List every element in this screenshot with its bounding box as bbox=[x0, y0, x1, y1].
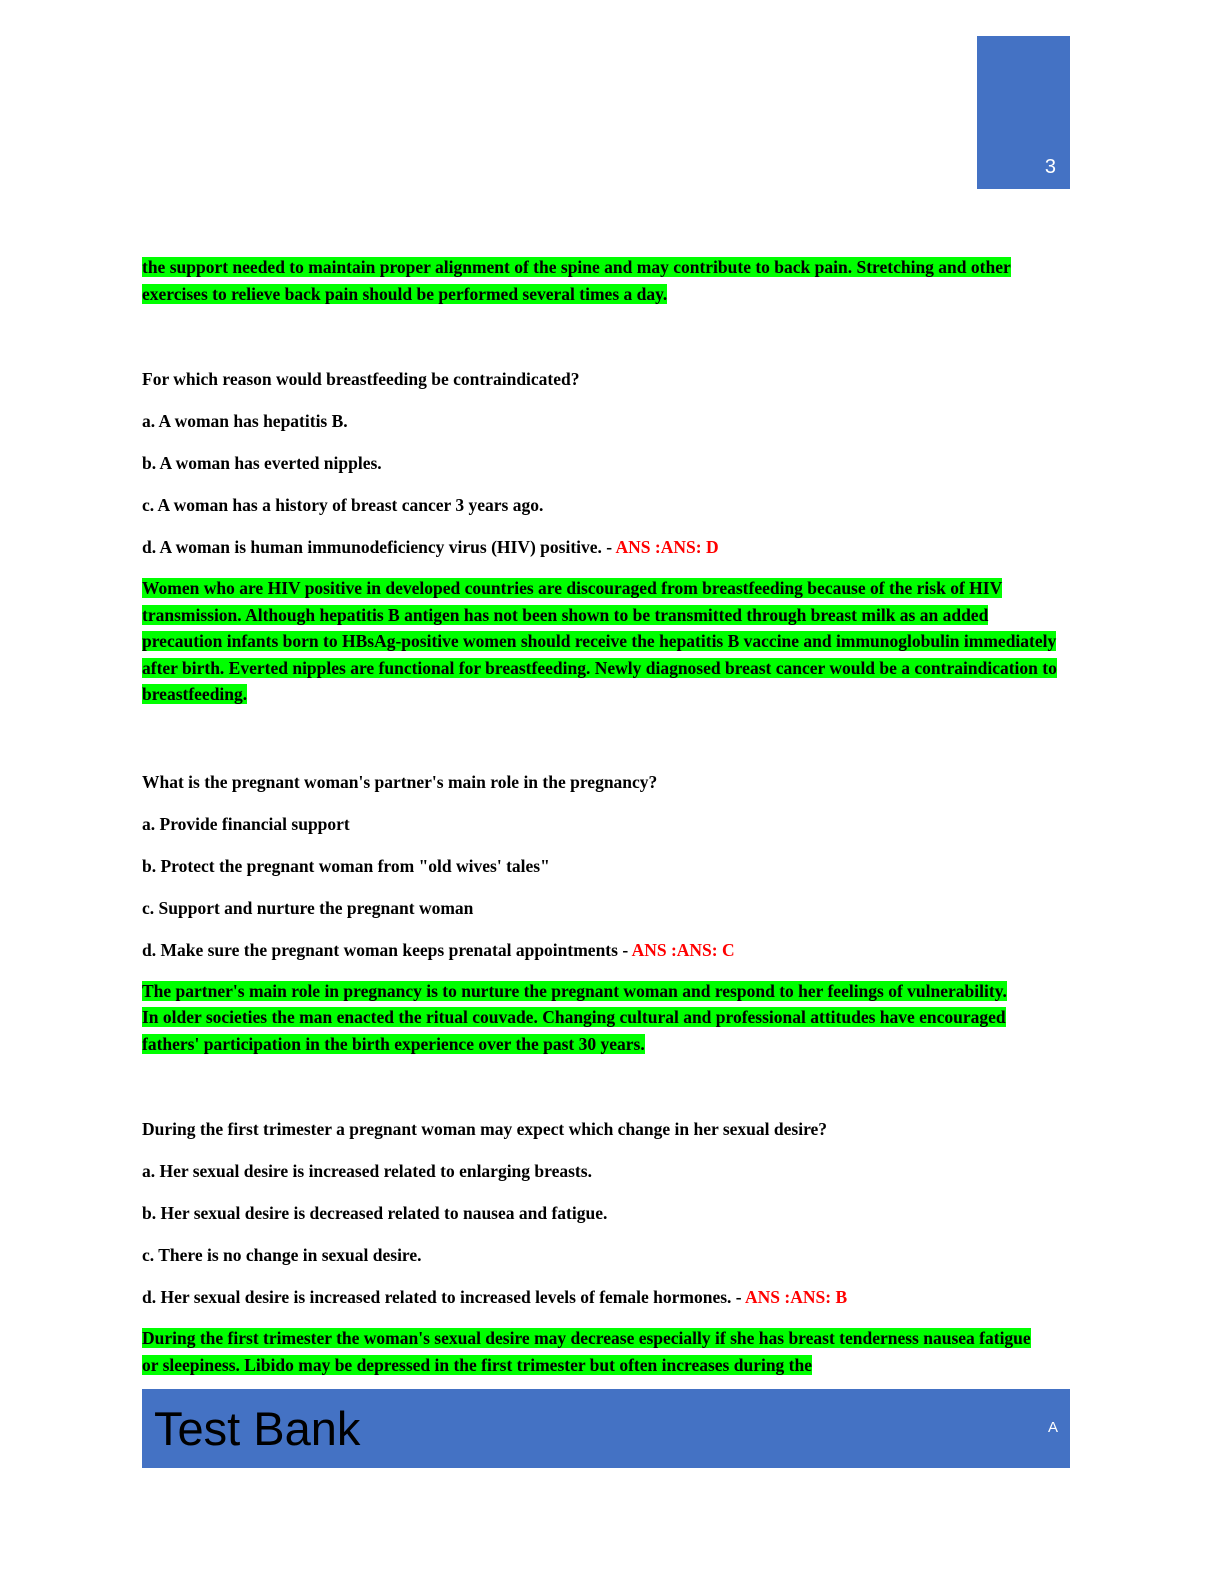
question-block bbox=[142, 1117, 1072, 1378]
option-d-text: d. Make sure the pregnant woman keeps prenatal appointments - bbox=[142, 939, 632, 960]
explanation bbox=[142, 978, 1022, 1058]
question-text: During the first trimester a pregnant woman may expect which change in her sexual desire? bbox=[142, 1119, 828, 1139]
option-c: c. A woman has a history of breast cancer 3 years ago. bbox=[142, 495, 544, 515]
option-b: b. A woman has everted nipples. bbox=[142, 453, 382, 473]
question-text: For which reason would breastfeeding be contraindicated? bbox=[142, 369, 580, 389]
answer-key: ANS :ANS: D bbox=[615, 537, 719, 557]
option-c: c. There is no change in sexual desire. bbox=[142, 1245, 422, 1265]
option-d bbox=[142, 535, 1072, 559]
option-d bbox=[142, 1285, 1072, 1309]
explanation bbox=[142, 575, 1067, 708]
option-c: c. Support and nurture the pregnant woman bbox=[142, 897, 474, 918]
document-body bbox=[142, 254, 1072, 1378]
explanation-highlight: the support needed to maintain proper alignment of the spine and may contribute to back pain. Stretching and other exercises to relieve back pain should be performed several times a day. bbox=[142, 257, 1011, 304]
option-a: a. A woman has hepatitis B. bbox=[142, 411, 348, 431]
answer-key: ANS :ANS: C bbox=[631, 939, 735, 960]
option-b: b. Her sexual desire is decreased related to nausea and fatigue. bbox=[142, 1203, 608, 1223]
footer-letter: A bbox=[1047, 1419, 1058, 1436]
option-d-text: d. A woman is human immunodeficiency virus (HIV) positive. - bbox=[142, 537, 616, 557]
page-number: 3 bbox=[1044, 156, 1056, 178]
explanation-highlight: During the first trimester the woman's sexual desire may decrease especially if she has breast tenderness nausea fatigue or sleepiness. Libido may be depressed in the first trimester but often increases during the bbox=[142, 1328, 1031, 1375]
explanation bbox=[142, 1325, 1042, 1378]
question-block bbox=[142, 770, 1072, 1058]
page-number-box bbox=[977, 36, 1070, 189]
intro-explanation bbox=[142, 254, 1042, 307]
option-b: b. Protect the pregnant woman from "old wives' tales" bbox=[142, 855, 550, 876]
question-block bbox=[142, 367, 1072, 708]
option-d-text: d. Her sexual desire is increased related to increased levels of female hormones. - bbox=[142, 1287, 746, 1307]
answer-key: ANS :ANS: B bbox=[745, 1287, 848, 1307]
question-text: What is the pregnant woman's partner's main role in the pregnancy? bbox=[142, 771, 658, 792]
option-a: a. Provide financial support bbox=[142, 813, 350, 834]
explanation-highlight: Women who are HIV positive in developed countries are discouraged from breastfeeding because of the risk of HIV transmission. Although hepatitis B antigen has not been shown to be transmitted through breast milk as an added precaution infants born to HBsAg-positive women should receive the hepatitis B vaccine and immunoglobulin immediately after birth. Everted nipples are functional for breastfeeding. Newly diagnosed breast cancer would be a contraindication to breastfeeding. bbox=[142, 578, 1057, 704]
explanation-highlight: The partner's main role in pregnancy is to nurture the pregnant woman and respond to her feelings of vulnerability. In older societies the man enacted the ritual couvade. Changing cultural and professional attitudes have encouraged fathers' participation in the birth experience over the past 30 years. bbox=[142, 980, 1007, 1054]
option-d bbox=[142, 938, 1072, 962]
option-a: a. Her sexual desire is increased related to enlarging breasts. bbox=[142, 1161, 592, 1181]
footer-title: Test Bank bbox=[154, 1402, 361, 1455]
footer-bar bbox=[142, 1389, 1070, 1468]
